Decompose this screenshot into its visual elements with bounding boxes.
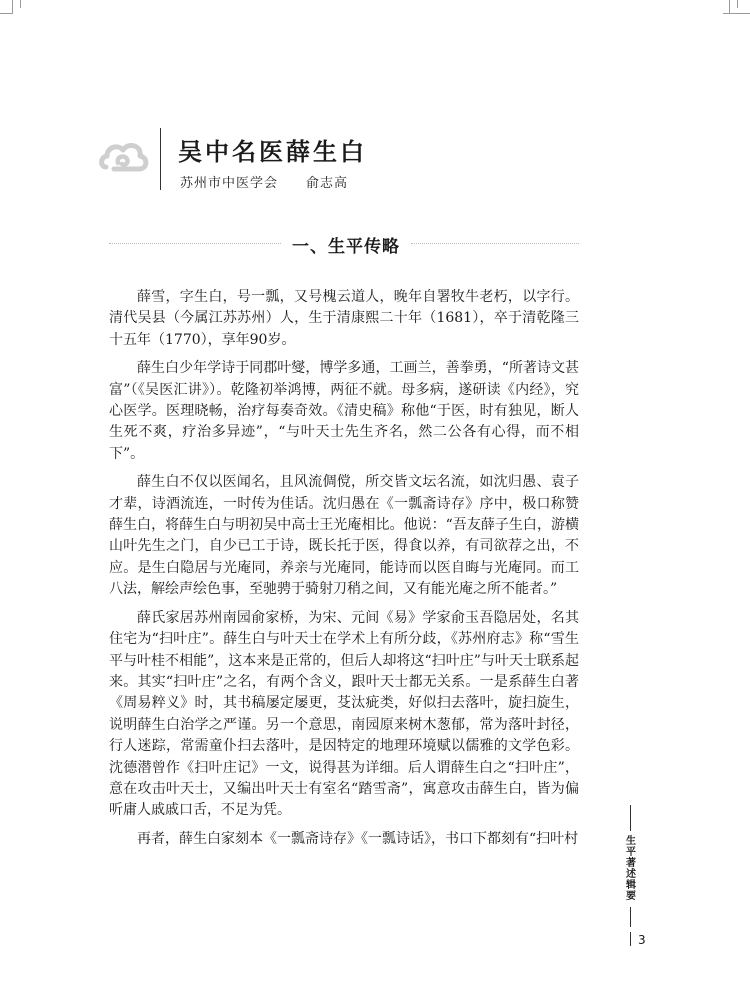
paragraph: 薛雪，字生白，号一瓢，又号槐云道人，晚年自署牧牛老朽，以字行。清代吴县（今属江苏苏州）人，生于清康熙二十年（1681），卒于清乾隆三十五年（1770），享年90岁。 bbox=[109, 289, 579, 348]
crop-mark bbox=[0, 13, 12, 14]
paragraph: 再者，薛生白家刻本《一瓢斋诗存》《一瓢诗话》，书口下都刻有“扫叶村 bbox=[137, 830, 579, 847]
article-byline: 苏州市中医学会 俞志高 bbox=[180, 176, 349, 191]
crop-mark bbox=[723, 13, 750, 14]
paragraph: 薛生白少年学诗于同郡叶燮，博学多通，工画兰，善拳勇，“所著诗文甚富”（《吴医汇讲》）。乾隆初举鸿博，两征不就。母多病，遂研读《内经》，究心医学。医理晓畅，治疗每奏奇效。《清史稿》称他“于医，时有独见，断人生死不爽，疗治多异迹”，“与叶天士先生齐名，然二公各有心得，而不相下”。 bbox=[109, 360, 579, 462]
title-divider bbox=[160, 128, 161, 190]
section-rule-right bbox=[411, 243, 579, 244]
crop-mark bbox=[729, 0, 730, 14]
sidebar-rule-bottom bbox=[630, 907, 631, 927]
page-number-rule bbox=[630, 932, 631, 946]
paragraph: 薛氏家居苏州南园俞家桥，为宋、元间《易》学家俞玉吾隐居处，名其住宅为“扫叶庄”。薛生白与叶天士在学术上有所分歧，《苏州府志》称“雪生平与叶桂不相能”，这本来是正常的，但后人却将这“扫叶庄”与叶天士联系起来。其实“扫叶庄”之名，有两个含义，跟叶天士都无关系。一是系薛生白著《周易粹义》时，其书稿屡定屡更，芟汰疵类，好似扫去落叶，旋扫旋生，说明薛生白治学之严谨。另一个意思，南园原来树木葱郁，常为落叶封径，行人迷踪，常需童仆扫去落叶，是因特定的地理环境赋以儒雅的文学色彩。沈德潜曾作《扫叶庄记》一文，说得甚为详细。后人谓薛生白之“扫叶庄”，意在攻击叶天士，又编出叶天士有室名“踏雪斋”，寓意攻击薛生白，皆为偏听庸人戚戚口舌，不足为凭。 bbox=[109, 609, 579, 819]
article-title: 吴中名医薛生白 bbox=[178, 137, 367, 166]
section-heading: 一、生平传略 bbox=[292, 237, 400, 257]
page-number: 3 bbox=[638, 933, 646, 947]
cloud-logo-icon bbox=[98, 137, 150, 181]
sidebar-section-label: 生平著述辑要 bbox=[626, 836, 636, 902]
paragraph: 薛生白不仅以医闻名，且风流倜傥，所交皆文坛名流，如沈归愚、袁子才辈，诗酒流连，一时传为佳话。沈归愚在《一瓢斋诗存》序中，极口称赞薛生白，将薛生白与明初吴中高士王光庵相比。他说：“吾友薛子生白，游横山叶先生之门，自少已工于诗，既长托于医，得食以养，有司欲荐之出，不应。是生白隐居与光庵同，养亲与光庵同，能诗而以医自晦与光庵同。而工八法，解绘声绘色事，至驰骋于骑射刀稍之间，又有能光庵之所不能者。” bbox=[109, 474, 579, 598]
sidebar-rule-top bbox=[630, 805, 631, 831]
article-body bbox=[109, 287, 579, 850]
crop-mark bbox=[12, 0, 13, 14]
crop-mark bbox=[737, 0, 738, 8]
section-rule-left bbox=[109, 243, 281, 244]
crop-mark bbox=[20, 0, 21, 8]
